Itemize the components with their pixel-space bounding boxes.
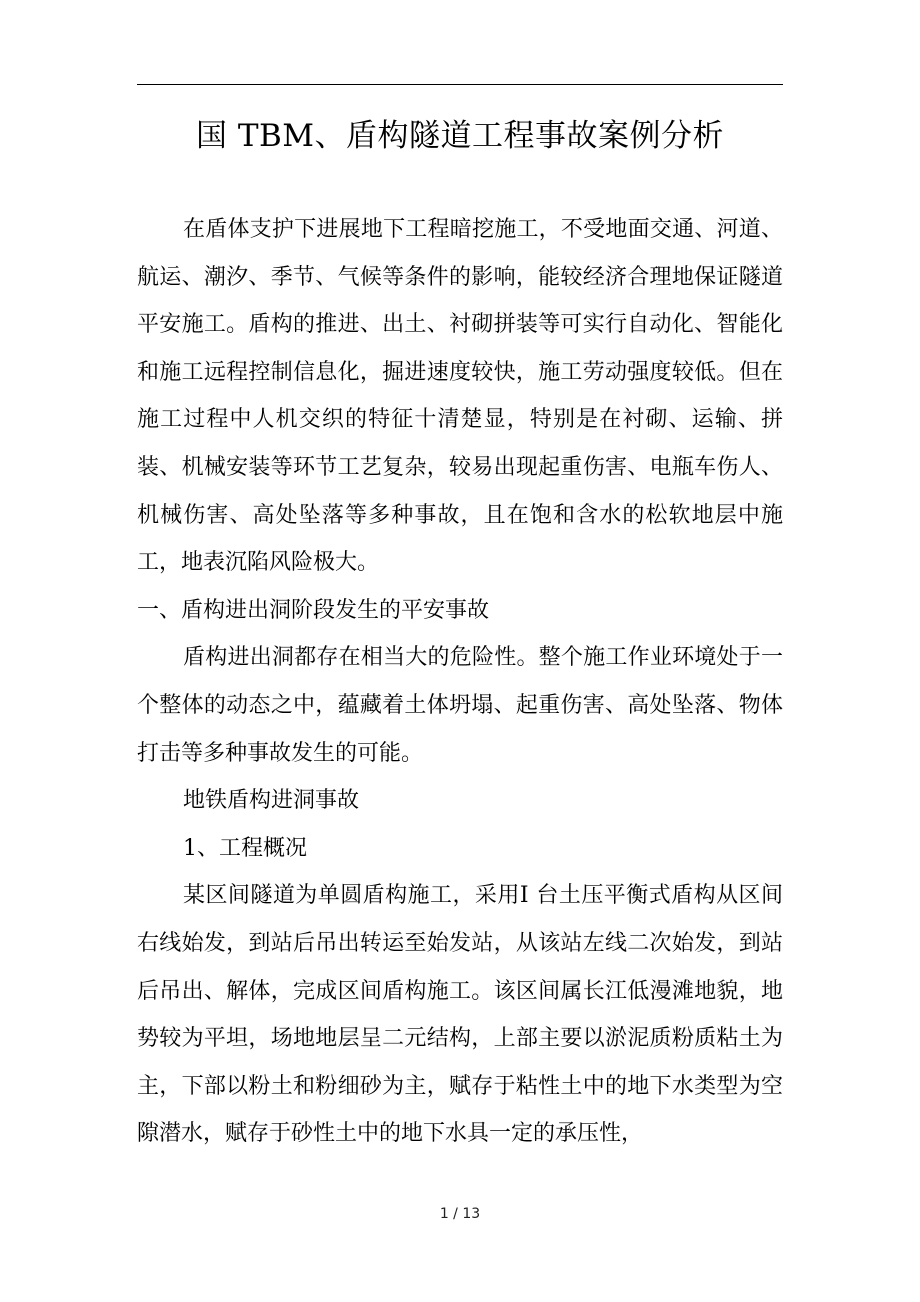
- case-title: 地铁盾构进洞事故: [183, 788, 360, 814]
- document-body: [137, 206, 783, 1158]
- intro-paragraph: 在盾体支护下进展地下工程暗挖施工，不受地面交通、河道、航运、潮汐、季节、气候等条件的影响，能较经济合理地保证隧道平安施工。盾构的推进、出土、衬砌拼装等可实行自动化、智能化和施工远程控制信息化，掘进速度较快，施工劳动强度较低。但在施工过程中人机交织的特征十清楚显，特别是在衬砌、运输、拼装、机械安装等环节工艺复杂，较易出现起重伤害、电瓶车伤人、机械伤害、高处坠落等多种事故，且在饱和含水的松软地层中施工，地表沉陷风险极大。: [137, 217, 783, 576]
- section-paragraph: 盾构进出洞都存在相当大的危险性。整个施工作业环境处于一个整体的动态之中，蕴藏着土体坍塌、起重伤害、高处坠落、物体打击等多种事故发生的可能。: [137, 645, 783, 766]
- section-heading: 一、盾构进出洞阶段发生的平安事故: [137, 597, 490, 623]
- document-title: 国 TBM、盾构隧道工程事故案例分析: [195, 118, 725, 154]
- case-paragraph: 某区间隧道为单圆盾构施工，采用Ⅰ 台土压平衡式盾构从区间右线始发，到站后吊出转运至始发站，从该站左线二次始发，到站后吊出、解体，完成区间盾构施工。该区间属长江低漫滩地貌，地势较为平坦，场地地层呈二元结构，上部主要以淤泥质粉质粘土为主，下部以粉土和粉细砂为主，赋存于粘性土中的地下水类型为空隙潜水，赋存于砂性土中的地下水具一定的承压性，: [137, 883, 783, 1147]
- page-number: 1 / 13: [439, 1206, 481, 1222]
- case-subheading: 1、工程概况: [183, 835, 307, 861]
- header-rule: [137, 84, 783, 85]
